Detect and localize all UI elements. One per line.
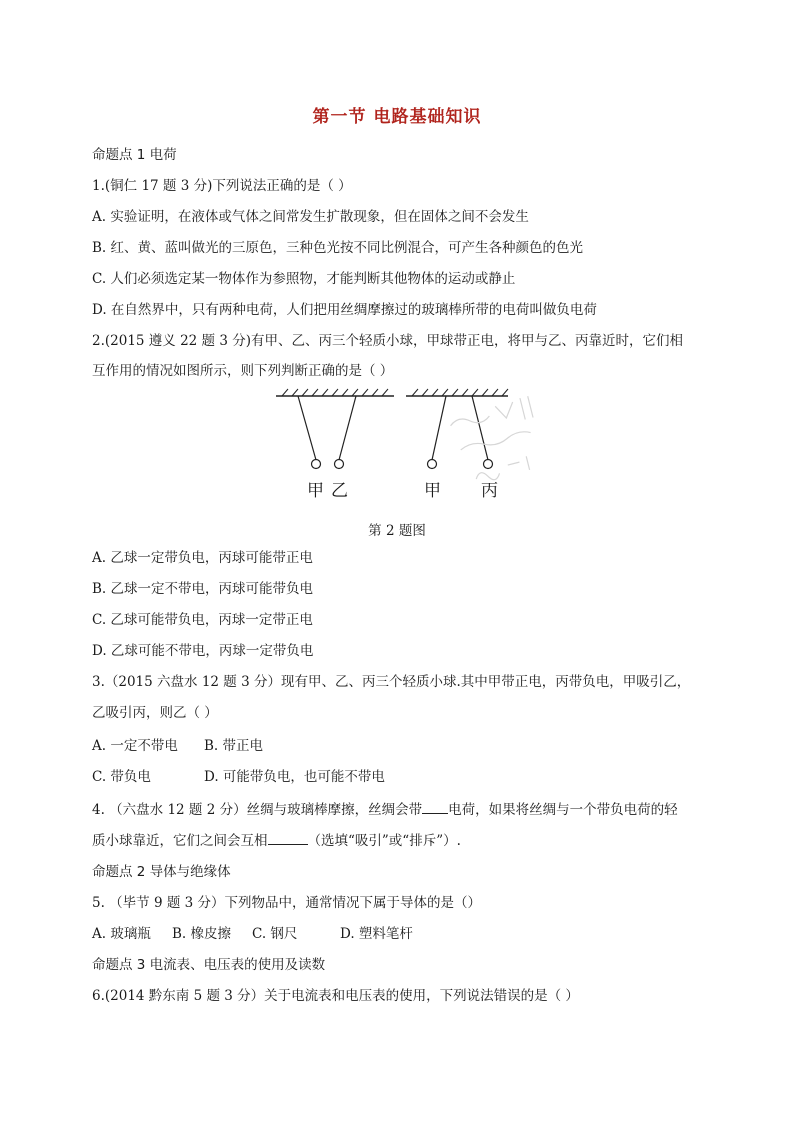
question-1-stem: 1.(铜仁 17 题 3 分)下列说法正确的是（ ） xyxy=(92,178,352,194)
label-jia-left: 甲 xyxy=(307,481,324,501)
question-4-text-3: 质小球靠近，它们之间会互相 xyxy=(92,833,268,849)
question-4-text-2: 电荷，如果将丝绸与一个带负电荷的轻 xyxy=(448,802,678,818)
question-3-options-row-2 xyxy=(92,767,712,787)
question-1-option-c: C. 人们必须选定某一物体作为参照物，才能判断其他物体的运动或静止 xyxy=(92,271,516,287)
page-title: 第一节 电路基础知识 xyxy=(312,107,482,127)
label-yi: 乙 xyxy=(331,481,348,501)
question-2-option-c: C. 乙球可能带负电，丙球一定带正电 xyxy=(92,612,313,628)
question-3-options-row-1 xyxy=(92,736,712,756)
answer-blank-1[interactable] xyxy=(422,799,448,814)
question-3-stem-line-1: 3.（2015 六盘水 12 题 3 分）现有甲、乙、丙三个轻质小球.其中甲带正电，丙带负电，甲吸引乙， xyxy=(92,674,691,690)
question-1-option-b: B. 红、黄、蓝叫做光的三原色，三种色光按不同比例混合，可产生各种颜色的色光 xyxy=(92,240,584,256)
question-2-option-d: D. 乙球可能不带电，丙球一定带负电 xyxy=(92,643,314,659)
ball-jia-right xyxy=(428,460,437,469)
question-3-option-c: C. 带负电 xyxy=(92,769,151,785)
question-4-line-1 xyxy=(92,799,712,820)
section-heading-1: 命题点 1 电荷 xyxy=(92,147,177,163)
question-5-option-a: A. 玻璃瓶 xyxy=(92,926,151,942)
label-jia-right: 甲 xyxy=(424,481,441,501)
question-5-option-d: D. 塑料笔杆 xyxy=(340,926,413,942)
question-2-stem-line-1: 2.(2015 遵义 22 题 3 分)有甲、乙、丙三个轻质小球，甲球带正电，将甲与乙、丙靠近时，它们相 xyxy=(92,333,683,349)
question-4-line-2 xyxy=(92,830,712,851)
question-2-option-a: A. 乙球一定带负电，丙球可能带正电 xyxy=(92,550,313,566)
question-1-option-a: A. 实验证明，在液体或气体之间常发生扩散现象，但在固体之间不会发生 xyxy=(92,209,529,225)
figure-caption: 第 2 题图 xyxy=(368,523,426,539)
section-heading-3: 命题点 3 电流表、电压表的使用及读数 xyxy=(92,957,326,973)
question-3-option-b: B. 带正电 xyxy=(204,738,264,754)
question-1-option-d: D. 在自然界中，只有两种电荷，人们把用丝绸摩擦过的玻璃棒所带的电荷叫做负电荷 xyxy=(92,302,597,318)
question-4-text-1: 4. （六盘水 12 题 2 分）丝绸与玻璃棒摩擦，丝绸会带 xyxy=(92,802,423,818)
answer-blank-2[interactable] xyxy=(268,830,308,845)
question-2-stem-line-2: 互作用的情况如图所示，则下列判断正确的是（ ） xyxy=(92,363,394,379)
question-3-stem-line-2: 乙吸引丙，则乙（ ） xyxy=(92,705,218,721)
question-5-stem: 5. （毕节 9 题 3 分）下列物品中，通常情况下属于导体的是（） xyxy=(92,895,482,911)
question-2-option-b: B. 乙球一定不带电，丙球可能带负电 xyxy=(92,581,314,597)
question-5-option-b: B. 橡皮擦 xyxy=(172,926,232,942)
question-3-option-d: D. 可能带负电，也可能不带电 xyxy=(204,769,385,785)
ball-jia-left xyxy=(312,460,321,469)
question-6-stem: 6.(2014 黔东南 5 题 3 分）关于电流表和电压表的使用，下列说法错误的是（ ） xyxy=(92,988,579,1004)
label-bing: 丙 xyxy=(481,481,498,501)
question-3-option-a: A. 一定不带电 xyxy=(92,738,178,754)
question-5-option-c: C. 钢尺 xyxy=(252,926,298,942)
question-4-text-4: （选填“吸引”或“排斥”）. xyxy=(307,833,461,849)
section-heading-2: 命题点 2 导体与绝缘体 xyxy=(92,864,231,880)
question-5-options xyxy=(92,924,712,944)
ball-yi xyxy=(335,460,344,469)
